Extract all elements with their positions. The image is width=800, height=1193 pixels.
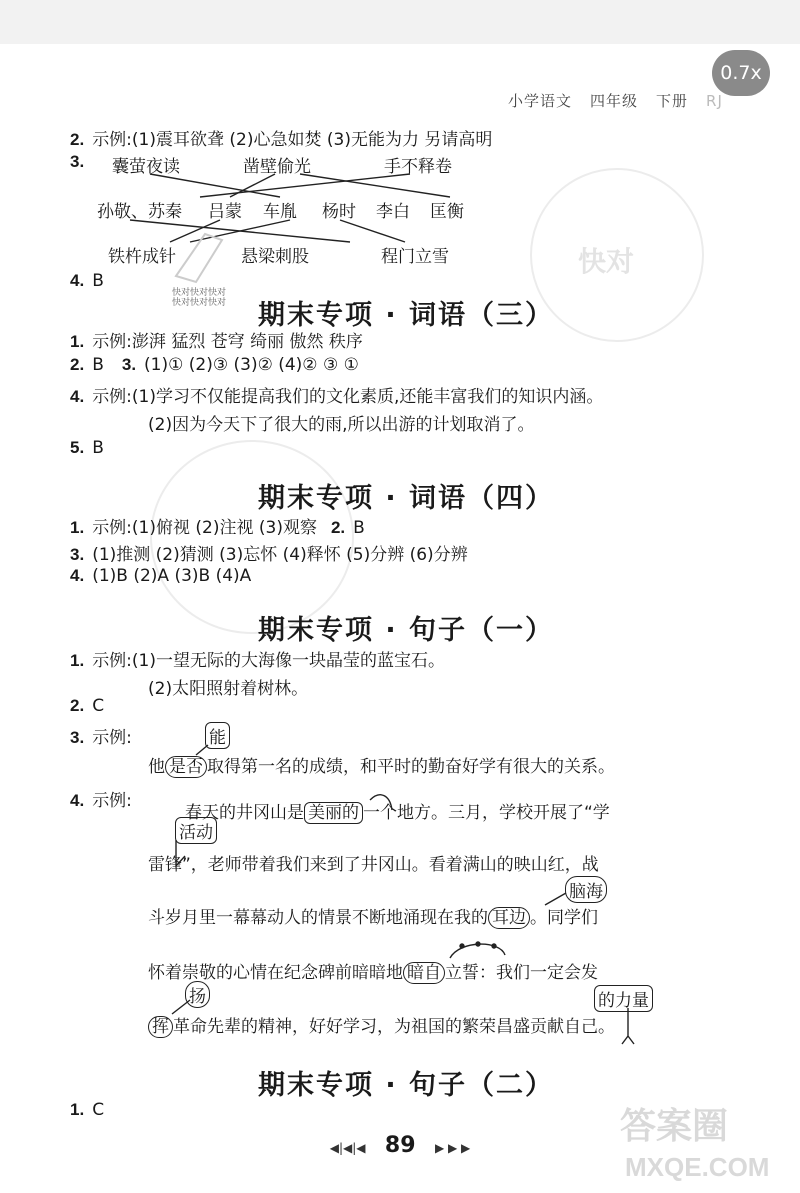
answer-line: 3. 示例: <box>70 728 132 748</box>
match-item: 铁杵成针 <box>108 247 176 267</box>
answer-line: (2)因为今天下了很大的雨,所以出游的计划取消了。 <box>148 415 535 435</box>
match-item: 杨时 <box>322 202 356 222</box>
match-item: 程门立雪 <box>381 247 449 267</box>
insert-mark: 能 <box>205 722 230 749</box>
answer-line: 4. B <box>70 271 104 291</box>
section-title: 期末专项 · 句子（一） <box>258 615 555 646</box>
insert-mark: 活动 <box>175 817 217 844</box>
answer-line: 4. (1)B (2)A (3)B (4)A <box>70 566 252 586</box>
answer-line: 2. B 3. (1)① (2)③ (3)② (4)② ③ ① <box>70 355 359 375</box>
section-title: 期末专项 · 句子（二） <box>258 1070 555 1101</box>
answer-line: 5. B <box>70 438 104 458</box>
edited-sentence: 斗岁月里一幕幕动人的情景不断地涌现在我的 耳边 。同学们 <box>148 908 598 928</box>
prev-arrows-icon[interactable]: ◀|◀|◀ <box>329 1141 366 1155</box>
answer-line: 4. 示例:(1)学习不仅能提高我们的文化素质,还能丰富我们的知识内涵。 <box>70 387 604 407</box>
edited-sentence: 挥 革命先辈的精神，好好学习，为祖国的繁荣昌盛贡献自己。 <box>148 1012 615 1037</box>
match-item: 凿壁偷光 <box>243 157 311 177</box>
match-item: 匡衡 <box>430 202 464 222</box>
edited-sentence: 他 是否 取得第一名的成绩，和平时的勤奋好学有很大的关系。 <box>148 757 615 777</box>
header-grade: 四年级 <box>590 92 639 110</box>
answer-line: 1. C <box>70 1100 105 1120</box>
edited-sentence: 怀着崇敬的心情在纪念碑前暗暗地 暗自 立誓：我们一定会发 <box>148 963 598 983</box>
answer-line: (2)太阳照射着树林。 <box>148 679 309 699</box>
stamp-text: 快对 <box>578 245 635 278</box>
match-item: 孙敬、苏秦 <box>97 202 182 222</box>
match-item: 手不释卷 <box>384 157 452 177</box>
answer-line: 1. 示例:(1)一望无际的大海像一块晶莹的蓝宝石。 <box>70 651 445 671</box>
edited-sentence: 春天的井冈山是 美丽的 一个地方。三月，学校开展了“学 <box>185 803 610 823</box>
match-item: 吕蒙 <box>208 202 242 222</box>
insert-mark: 脑海 <box>565 876 607 903</box>
answer-line: 2. 示例:(1)震耳欲聋 (2)心急如焚 (3)无能为力 另请高明 <box>70 130 493 150</box>
section-title: 期末专项 · 词语（四） <box>258 483 555 514</box>
page-number: 89 <box>384 1133 416 1158</box>
answer-line: 4. 示例: <box>70 791 132 811</box>
zoom-badge[interactable]: 0.7x <box>712 50 770 96</box>
answer-line: 1. 示例:澎湃 猛烈 苍穹 绮丽 傲然 秩序 <box>70 332 363 352</box>
answer-line: 2. C <box>70 696 105 716</box>
edited-sentence: 雷锋”，老师带着我们来到了井冈山。看着满山的映山红，战 <box>148 855 599 875</box>
section-title: 期末专项 · 词语（三） <box>258 300 555 331</box>
insert-mark: 扬 <box>185 981 210 1008</box>
match-item: 悬梁刺股 <box>241 247 309 267</box>
answer-line: 3. <box>70 152 85 171</box>
header-term: 下册 <box>656 92 689 110</box>
match-item: 车胤 <box>263 202 297 222</box>
header-edition: RJ <box>706 92 723 110</box>
insert-mark: 的力量 <box>594 985 653 1012</box>
match-item: 囊萤夜读 <box>112 157 180 177</box>
header-subject: 小学语文 <box>508 92 573 110</box>
watermark-logo: 答案圈 <box>620 1105 729 1146</box>
answer-line: 3. (1)推测 (2)猜测 (3)忘怀 (4)释怀 (5)分辨 (6)分辨 <box>70 545 468 565</box>
watermark-url: MXQE.COM <box>625 1152 770 1182</box>
tiny-note: 快对快对快对 快对快对快对 <box>172 288 227 308</box>
match-item: 李白 <box>376 202 410 222</box>
answer-line: 1. 示例:(1)俯视 (2)注视 (3)观察 2. B <box>70 518 365 538</box>
next-arrows-icon[interactable]: ▶ ▶ ▶ <box>434 1141 471 1155</box>
